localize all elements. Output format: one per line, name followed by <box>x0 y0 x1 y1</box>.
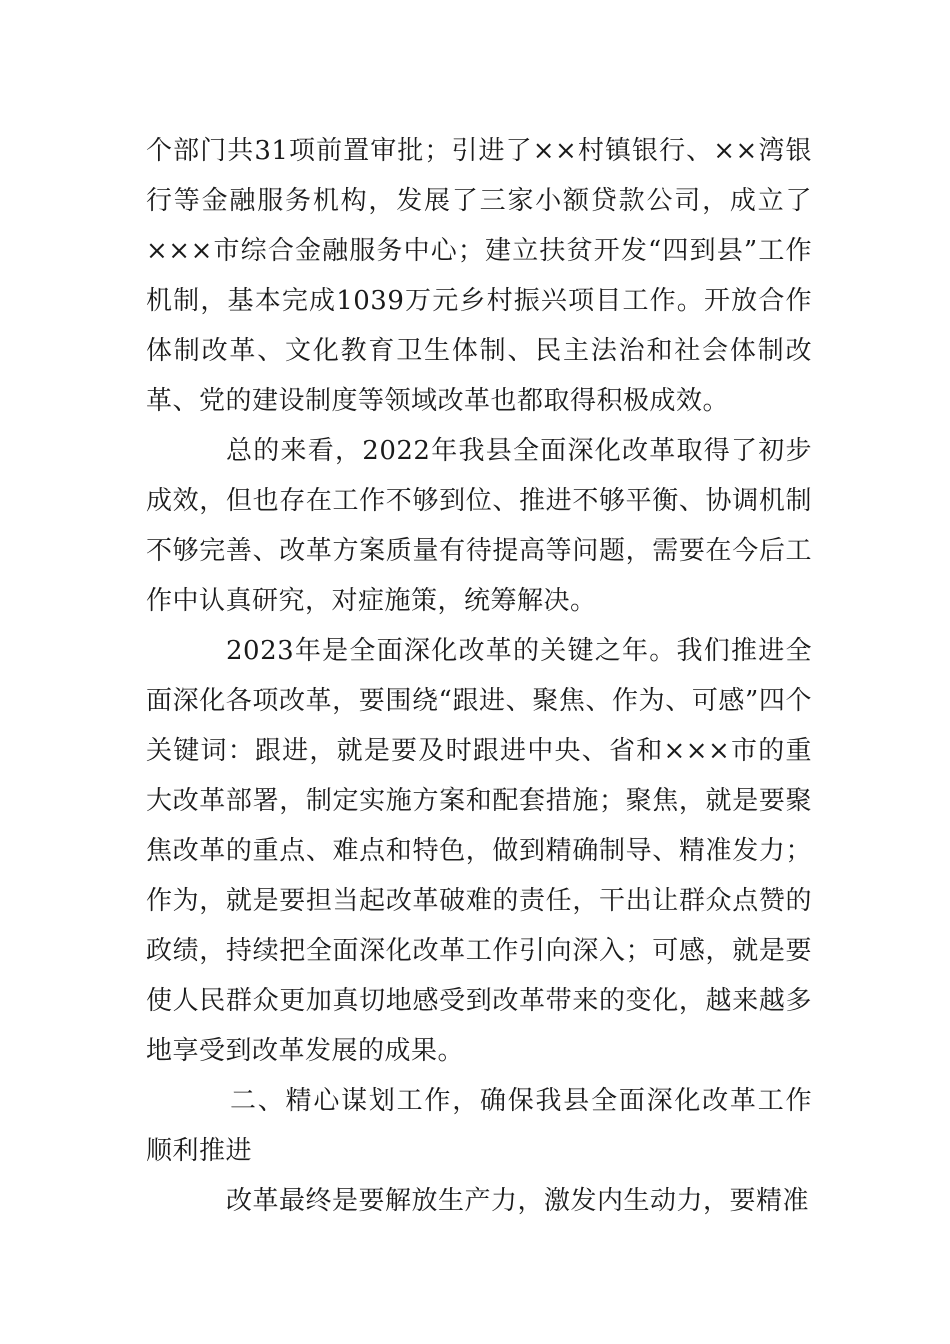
document-body <box>146 126 812 1226</box>
section-heading-2: 二、精心谋划工作，确保我县全面深化改革工作顺利推进 <box>146 1086 812 1166</box>
paragraph-3: 2023年是全面深化改革的关键之年。我们推进全面深化各项改革，要围绕“跟进、聚焦、作为、可感”四个关键词：跟进，就是要及时跟进中央、省和×××市的重大改革部署，制定实施方案和配套措施；聚焦，就是要聚焦改革的重点、难点和特色，做到精确制导、精准发力；作为，就是要担当起改革破难的责任，干出让群众点赞的政绩，持续把全面深化改革工作引向深入；可感，就是要使人民群众更加真切地感受到改革带来的变化，越来越多地享受到改革发展的成果。 <box>146 636 812 1066</box>
paragraph-5: 改革最终是要解放生产力，激发内生动力，要精准 <box>226 1186 810 1216</box>
paragraph-2: 总的来看，2022年我县全面深化改革取得了初步成效，但也存在工作不够到位、推进不够平衡、协调机制不够完善、改革方案质量有待提高等问题，需要在今后工作中认真研究，对症施策，统筹解决。 <box>146 436 812 616</box>
paragraph-1: 个部门共31项前置审批；引进了××村镇银行、××湾银行等金融服务机构，发展了三家小额贷款公司，成立了×××市综合金融服务中心；建立扶贫开发“四到县”工作机制，基本完成1039万元乡村振兴项目工作。开放合作体制改革、文化教育卫生体制、民主法治和社会体制改革、党的建设制度等领域改革也都取得积极成效。 <box>146 136 812 416</box>
